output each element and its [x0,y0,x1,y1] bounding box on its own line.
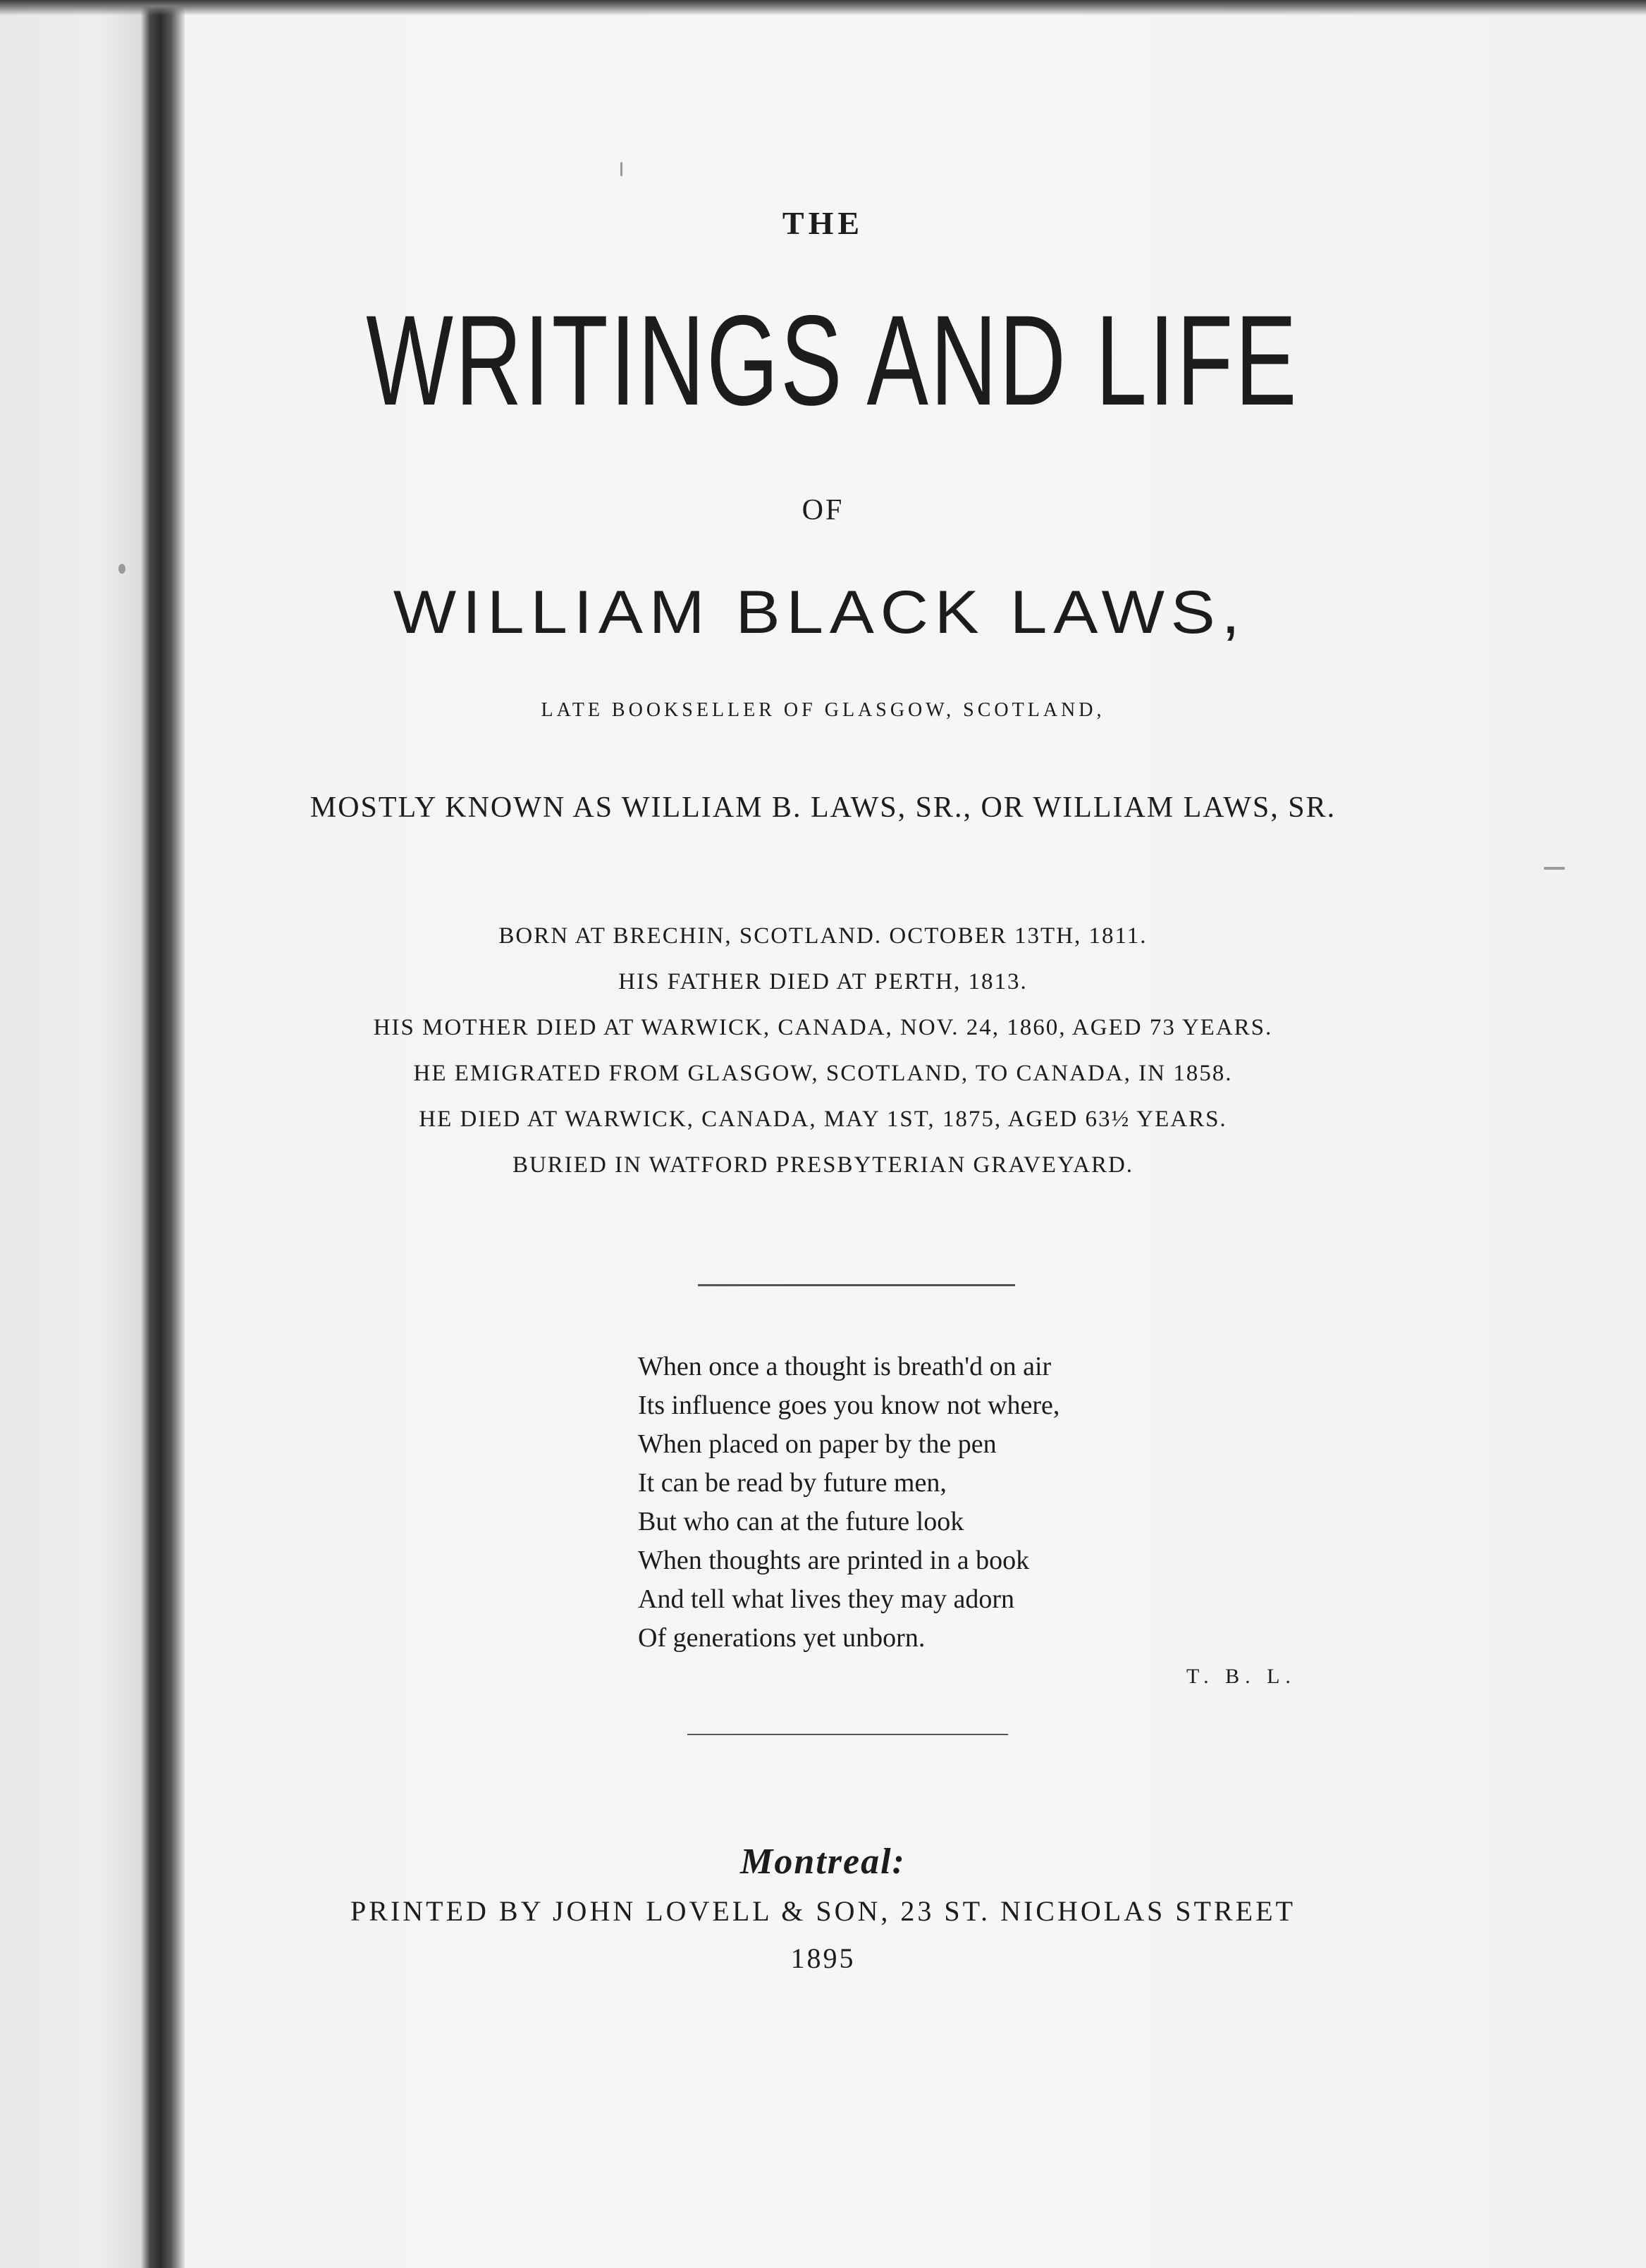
divider-rule-bottom [687,1734,1008,1735]
scan-speck [620,162,622,176]
publication-year: 1895 [790,1942,856,1974]
author-name: WILLIAM BLACK LAWS, [393,579,1246,646]
bio-line-died: HE DIED AT WARWICK, CANADA, MAY 1ST, 1875, AGED 63½ YEARS. [419,1107,1227,1132]
bio-line-emigrated: HE EMIGRATED FROM GLASGOW, SCOTLAND, TO CANADA, IN 1858. [413,1061,1233,1086]
bio-line-buried: BURIED IN WATFORD PRESBYTERIAN GRAVEYARD. [512,1152,1134,1178]
poem-initials: T. B. L. [1186,1665,1296,1688]
poem-line: It can be read by future men, [638,1468,947,1498]
printer-line: PRINTED BY JOHN LOVELL & SON, 23 ST. NICHOLAS STREET [350,1895,1296,1927]
poem-line: When placed on paper by the pen [638,1429,997,1459]
scan-speck [1544,867,1565,870]
bio-line-father: HIS FATHER DIED AT PERTH, 1813. [618,969,1028,994]
poem-line: But who can at the future look [638,1507,964,1536]
book-binding-edge [141,0,185,2268]
poem-line: When once a thought is breath'd on air [638,1352,1052,1381]
author-occupation: LATE BOOKSELLER OF GLASGOW, SCOTLAND, [541,699,1105,721]
poem-line: When thoughts are printed in a book [638,1546,1030,1575]
main-title: WRITINGS AND LIFE [366,288,1299,432]
imprint-place: Montreal: [740,1842,906,1882]
binding-shadow [0,0,141,2268]
title-preposition: OF [801,494,845,526]
poem-line: Its influence goes you know not where, [638,1391,1060,1420]
bio-line-born: BORN AT BRECHIN, SCOTLAND. OCTOBER 13TH, 1811. [498,923,1148,949]
scan-speck [118,564,125,574]
top-scan-shadow [0,0,1646,16]
author-aliases: MOSTLY KNOWN AS WILLIAM B. LAWS, SR., OR WILLIAM LAWS, SR. [309,791,1337,824]
divider-rule-top [698,1284,1015,1286]
epigraph-poem [638,1348,1060,1658]
poem-line: Of generations yet unborn. [638,1623,926,1653]
bio-line-mother: HIS MOTHER DIED AT WARWICK, CANADA, NOV. 24, 1860, AGED 73 YEARS. [373,1015,1273,1040]
poem-line: And tell what lives they may adorn [638,1584,1014,1614]
title-article: THE [782,205,864,241]
